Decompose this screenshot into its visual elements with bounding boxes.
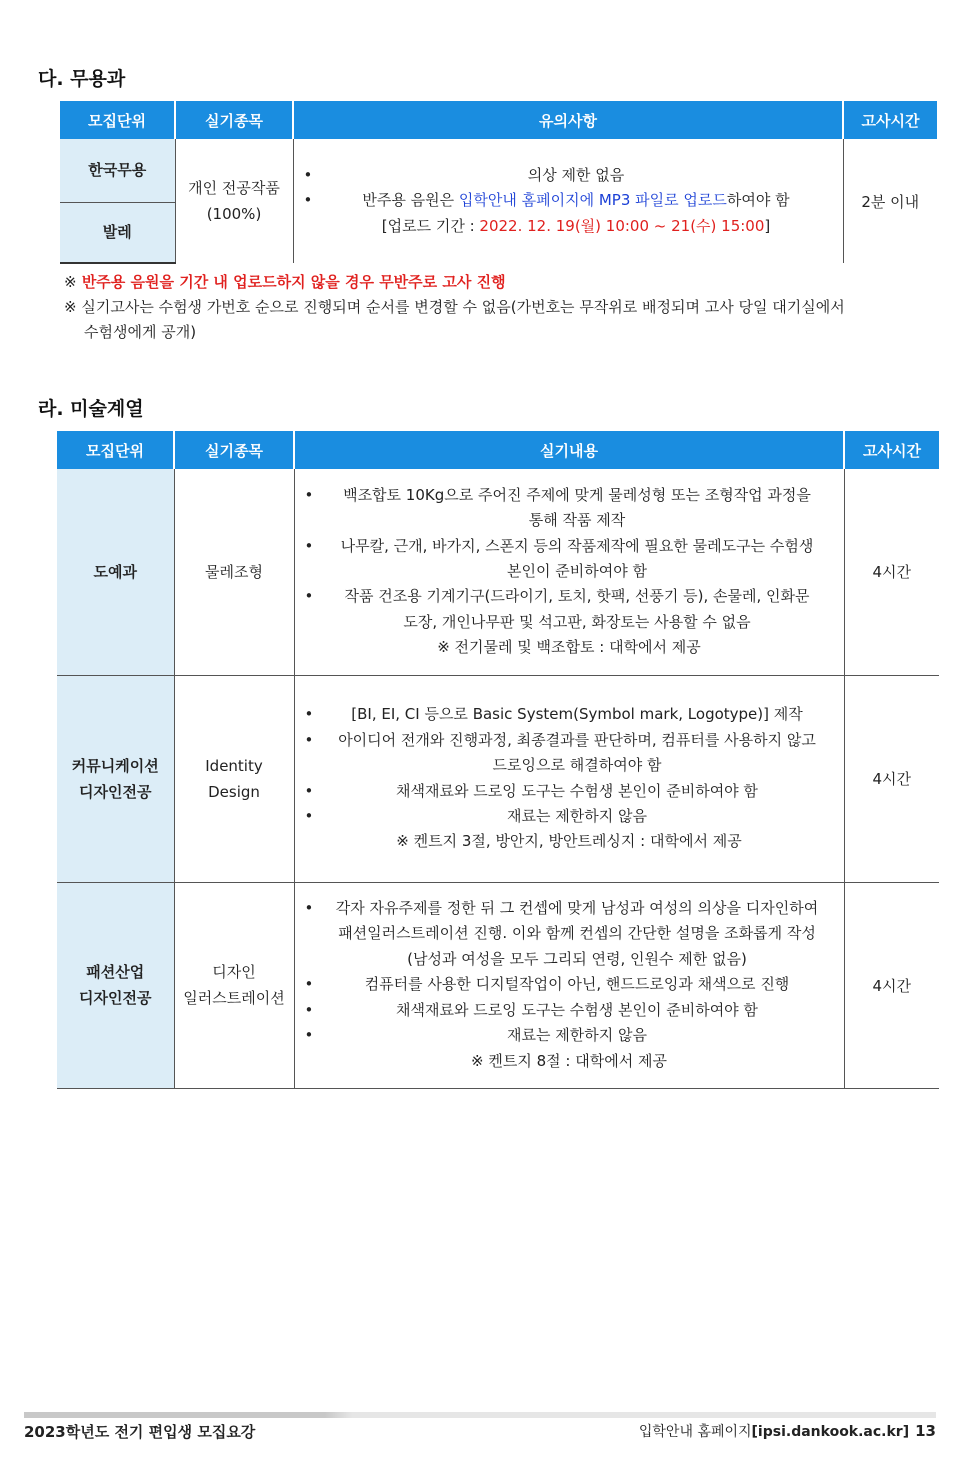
provided-note: ※ 켄트지 8절 : 대학에서 제공: [471, 1051, 667, 1070]
unit-line: 패션산업: [86, 963, 145, 981]
bullet-icon: •: [303, 191, 313, 210]
footnote-exam-order-cont: 수험생에게 공개): [84, 323, 197, 341]
list-item: • 아이디어 전개와 진행과정, 최종결과를 판단하며, 컴퓨터를 사용하지 않고: [305, 728, 834, 753]
bullet-icon: •: [304, 730, 314, 749]
unit-line: 디자인전공: [79, 989, 152, 1007]
table-row: [57, 675, 939, 882]
subject: [174, 675, 294, 882]
list-item: • 컴퓨터를 사용한 디지털작업이 아닌, 핸드드로잉과 채색으로 진행: [305, 972, 834, 997]
list-item-continuation: 도장, 개인나무판 및 석고판, 화장토는 사용할 수 없음: [403, 612, 751, 631]
upload-period: [업로드 기간 : 2022. 12. 19(월) 10:00 ~ 21(수) 15:00]: [381, 216, 771, 235]
list-item: • 채색재료와 드로잉 도구는 수험생 본인이 준비하여야 함: [305, 998, 834, 1023]
list-item: • 재료는 제한하지 않음: [305, 804, 834, 829]
bullet-icon: •: [304, 1000, 314, 1019]
exam-time: 4시간: [844, 675, 939, 882]
list-item-continuation: 패션일러스트레이션 진행. 이와 함께 컨셉의 간단한 설명을 조화롭게 작성: [338, 924, 816, 943]
header-unit: 모집단위: [57, 431, 174, 469]
header-subject: 실기종목: [175, 101, 293, 139]
subject: [174, 469, 294, 675]
list-item: • 나무칼, 근개, 바가지, 스폰지 등의 작품제작에 필요한 물레도구는 수험생: [305, 534, 834, 559]
list-item-continuation: (남성과 여성을 모두 그리되 연령, 인원수 제한 없음): [407, 949, 747, 968]
list-item-continuation: 본인이 준비하여야 함: [507, 562, 647, 581]
footer-homepage-url: [ipsi.dankook.ac.kr]: [751, 1424, 910, 1440]
bullet-icon: •: [304, 587, 314, 606]
list-item: • 반주용 음원은 입학안내 홈페이지에 MP3 파일로 업로드하여야 함: [304, 188, 833, 213]
provided-note: ※ 켄트지 3절, 방안지, 방안트레싱지 : 대학에서 제공: [396, 832, 742, 851]
bullet-icon: •: [304, 485, 314, 504]
page-number: 13: [915, 1422, 936, 1440]
header-content: 실기내용: [294, 431, 844, 469]
subject-line: Identity: [205, 756, 263, 775]
art-header-row: [57, 431, 939, 469]
section-title-dance: 다. 무용과: [38, 68, 126, 90]
dance-subject-line1: 개인 전공작품: [188, 179, 280, 197]
dance-time: 2분 이내: [843, 139, 937, 263]
bullet-icon: •: [304, 536, 314, 555]
subject-line: 물레조형: [205, 562, 263, 581]
content: [294, 469, 844, 675]
section-title-art: 라. 미술계열: [38, 398, 144, 420]
subject-line: 디자인: [212, 963, 256, 981]
list-item: • [BI, EI, CI 등으로 Basic System(Symbol mark, Logotype)] 제작: [305, 702, 834, 727]
list-item-continuation: 통해 작품 제작: [528, 511, 626, 530]
unit-name: [57, 469, 174, 675]
footer-document-title: 2023학년도 전기 편입생 모집요강: [24, 1423, 256, 1441]
bullet-icon: •: [304, 781, 314, 800]
unit-name: [57, 882, 174, 1088]
unit-korean-dance: 한국무용: [60, 139, 175, 202]
dance-header-row: [60, 101, 937, 139]
unit-line: 커뮤니케이션: [71, 756, 159, 775]
bullet-icon: •: [304, 806, 314, 825]
header-time: 고사시간: [843, 101, 937, 139]
table-row: [57, 469, 939, 675]
bullet-icon: •: [304, 899, 314, 918]
subject-line: 일러스트레이션: [183, 989, 285, 1007]
homepage-upload-text: 입학안내 홈페이지에 MP3 파일로 업로드: [458, 191, 727, 210]
footer-homepage-label: 입학안내 홈페이지: [638, 1424, 752, 1440]
bullet-icon: •: [304, 975, 314, 994]
list-item: • 의상 제한 없음: [304, 163, 833, 188]
list-item-continuation: 드로잉으로 해결하여야 함: [492, 756, 662, 775]
header-unit: 모집단위: [60, 101, 175, 139]
list-item: • 각자 자유주제를 정한 뒤 그 컨셉에 맞게 남성과 여성의 의상을 디자인하여: [305, 896, 834, 921]
list-item: • 채색재료와 드로잉 도구는 수험생 본인이 준비하여야 함: [305, 779, 834, 804]
content: [294, 675, 844, 882]
dance-subject: [175, 139, 293, 263]
unit-ballet: 발레: [60, 202, 175, 263]
dance-subject-line2: (100%): [206, 205, 262, 223]
exam-time: 4시간: [844, 882, 939, 1088]
bullet-icon: •: [304, 1026, 314, 1045]
list-item: • 백조합토 10Kg으로 주어진 주제에 맞게 물레성형 또는 조형작업 과정을: [305, 483, 834, 508]
subject: [174, 882, 294, 1088]
header-time: 고사시간: [844, 431, 939, 469]
footnote-no-accompaniment: ※ 반주용 음원을 기간 내 업로드하지 않을 경우 무반주로 고사 진행: [64, 273, 506, 291]
provided-note: ※ 전기물레 및 백조합토 : 대학에서 제공: [437, 638, 701, 657]
header-notes: 유의사항: [293, 101, 843, 139]
bullet-icon: •: [303, 165, 313, 184]
content: [294, 882, 844, 1088]
header-subject: 실기종목: [174, 431, 294, 469]
table-row: [57, 882, 939, 1088]
unit-line: 디자인전공: [79, 782, 152, 801]
bullet-icon: •: [304, 705, 314, 724]
exam-time: 4시간: [844, 469, 939, 675]
dance-footnotes: [64, 270, 924, 345]
footer-homepage: [639, 1421, 936, 1441]
list-item: • 작품 건조용 기계기구(드라이기, 토치, 핫팩, 선풍기 등), 손물레, 인화문: [305, 584, 834, 609]
unit-line: 도예과: [93, 562, 137, 581]
footnote-exam-order: ※ 실기고사는 수험생 가번호 순으로 진행되며 순서를 변경할 수 없음(가번호는 무작위로 배정되며 고사 당일 대기실에서: [64, 298, 845, 316]
dance-notes: [293, 139, 843, 263]
subject-line: Design: [208, 782, 260, 801]
unit-name: [57, 675, 174, 882]
art-table: [57, 431, 939, 1089]
list-item: • 재료는 제한하지 않음: [305, 1023, 834, 1048]
footer-divider: [24, 1412, 936, 1418]
dance-table: [60, 101, 937, 264]
